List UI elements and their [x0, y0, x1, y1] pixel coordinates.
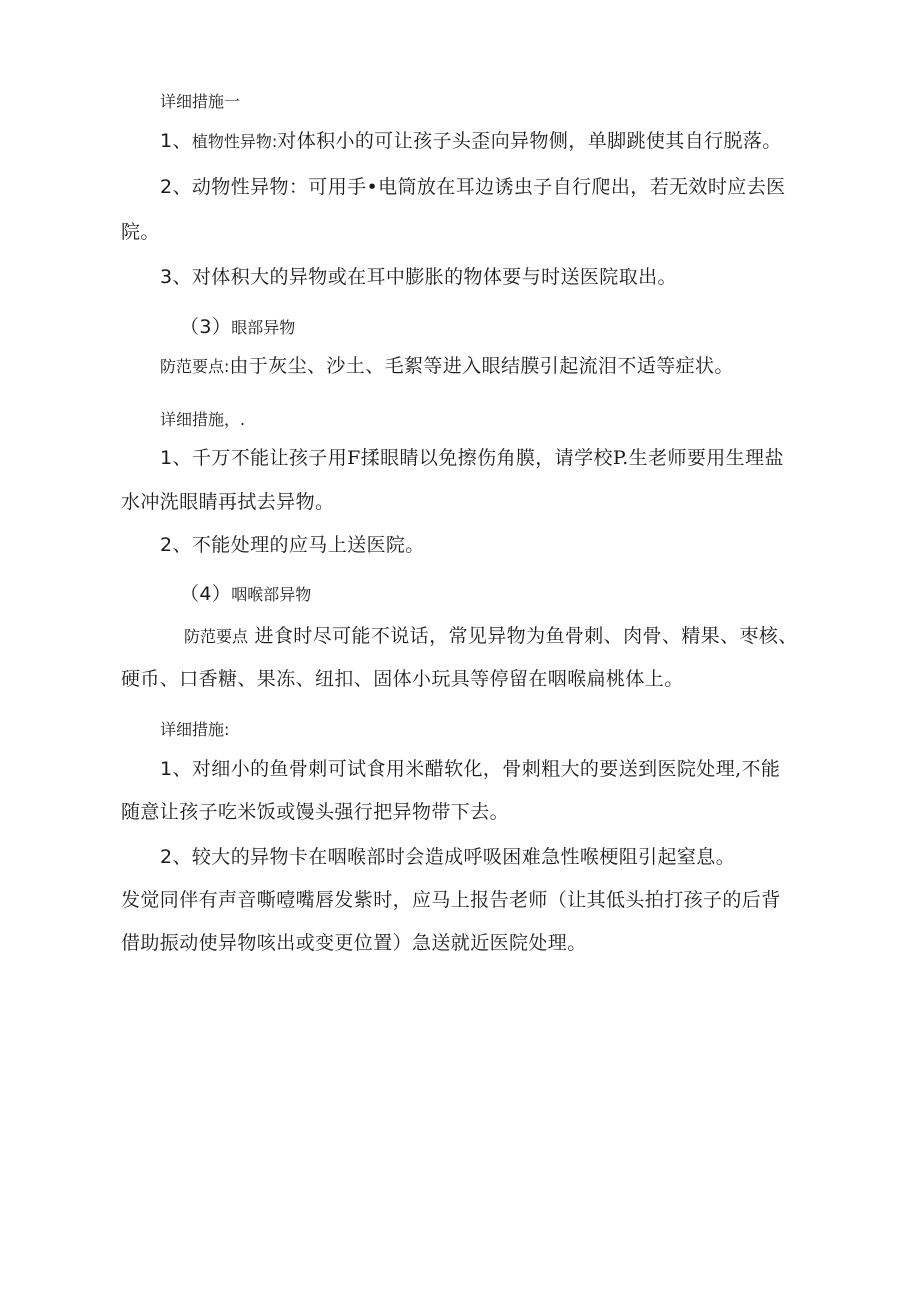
measure-item-2-continued: 院。	[121, 221, 160, 243]
item-text: 较大的异物卡在咽喉部时会造成呼吸困难急性喉梗阻引起窒息。	[191, 846, 736, 868]
item-number: 2、	[160, 534, 192, 556]
section-title: 眼部异物	[231, 318, 296, 337]
throat-measure-item-2-continued: 发觉同伴有声音嘶噎嘴唇发紫时，应马上报告老师（让其低头拍打孩子的后背	[121, 889, 781, 911]
item-text: 对体积大的异物或在耳中膨胀的物体要与时送医院取出。	[191, 266, 677, 288]
item-number: 2、	[160, 176, 192, 198]
prevention-points-throat	[184, 624, 798, 649]
item-text: 动物性异物：可用手•电筒放在耳边诱虫子自行爬出，若无效时应去医	[191, 176, 786, 198]
item-number: 1、	[160, 447, 192, 469]
measure-item-1	[160, 129, 782, 154]
prevention-label: 防范要点:	[160, 357, 230, 376]
throat-measure-item-2	[160, 845, 735, 869]
item-number: 3、	[160, 266, 192, 288]
item-text: 对细小的鱼骨刺可试食用米醋软化，骨刺粗大的要送到医院处理,不能	[191, 758, 781, 780]
throat-measure-item-1-continued: 随意让孩子吃米饭或馒头强行把异物带下去。	[121, 801, 510, 823]
prevention-points-eye	[160, 354, 734, 379]
item-text: 对体积小的可让孩子头歪向异物侧，单脚跳使其自行脱落。	[277, 130, 782, 152]
prevention-text: 由于灰尘、沙土、毛絮等进入眼结膜引起流泪不适等症状。	[229, 355, 734, 377]
heading-detailed-measures-3: 详细措施:	[160, 720, 230, 739]
item-text: 不能处理的应马上送医院。	[191, 534, 425, 556]
prevention-points-throat-continued: 硬币、口香糖、果冻、纽扣、固体小玩具等停留在咽喉扁桃体上。	[121, 668, 684, 690]
throat-measure-item-2-continued-2: 借助振动使异物咳出或变更位置）急送就近医院处理。	[121, 932, 587, 954]
section-heading-eye	[180, 315, 295, 340]
section-heading-throat	[180, 582, 311, 607]
eye-measure-item-1	[160, 446, 784, 470]
item-number: 1、	[160, 130, 192, 152]
measure-item-3	[160, 265, 677, 289]
throat-measure-item-1	[160, 757, 780, 781]
item-label: 植物性异物:	[191, 132, 278, 151]
eye-measure-item-1-continued: 水冲洗眼睛再拭去异物。	[121, 491, 335, 513]
prevention-label: 防范要点	[184, 627, 249, 646]
heading-detailed-measures-1: 详细措施一	[160, 92, 241, 111]
item-number: 2、	[160, 846, 192, 868]
item-text: 千万不能让孩子用F揉眼睛以免擦伤角膜，请学校P.生老师要用生理盐	[191, 447, 784, 469]
measure-item-2	[160, 175, 786, 199]
section-title: 咽喉部异物	[231, 585, 312, 604]
heading-detailed-measures-2: 详细措施，.	[160, 410, 246, 429]
item-number: 1、	[160, 758, 192, 780]
section-number: （3）	[180, 316, 232, 338]
section-number: （4）	[180, 583, 232, 605]
eye-measure-item-2	[160, 533, 425, 557]
prevention-text: 进食时尽可能不说话，常见异物为鱼骨刺、肉骨、精果、枣核、	[254, 625, 798, 647]
